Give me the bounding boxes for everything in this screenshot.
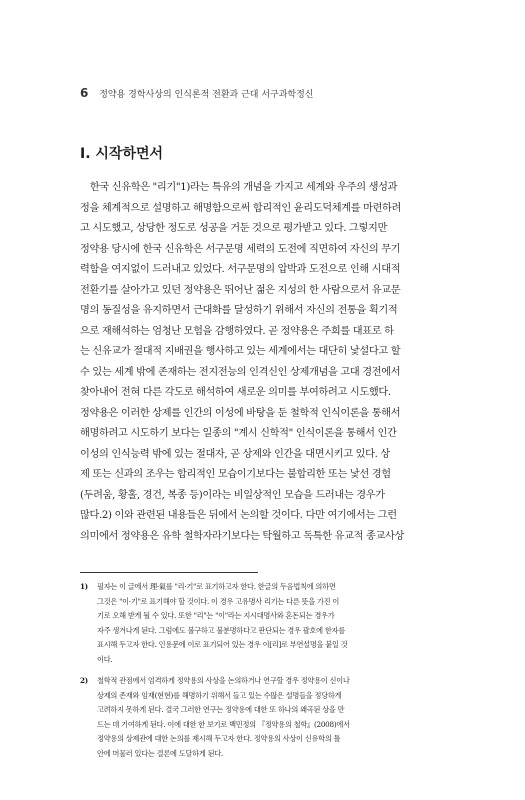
body-line: (두려움, 황홀, 경건, 복종 등)이라는 비일상적인 모습을 드러내는 경우가 bbox=[80, 489, 385, 501]
footnote-line: 그것은 "이·기"로 표기해야 할 것이다. 이 경우 고유명사 리기는 다른 뜻을 가진 이 bbox=[97, 596, 340, 606]
running-title: 정약용 경학사상의 인식론적 전환과 근대 서구과학정신 bbox=[99, 90, 314, 100]
footnote-line: 드는 데 기여하게 된다. 이에 대한 한 보기로 백민정의 『정약용의 철학』(2008)에서 bbox=[97, 719, 350, 729]
body-line: 는 신유교가 절대적 지배권을 행사하고 있는 세계에서는 대단히 낯설다고 할 bbox=[80, 346, 401, 357]
footnote-line: 정약용의 상제관에 대한 논의를 제시해 두고자 한다. 정약용의 사상이 신유학의 틀 bbox=[97, 734, 341, 743]
footnote-line: 고려하지 못하게 된다. 결국 그러한 연구는 정약용에 대한 또 하나의 왜곡된 상을 만 bbox=[97, 705, 345, 714]
body-line: 정약용 당시에 한국 신유학은 서구문명 세력의 도전에 직면하여 자신의 무기 bbox=[80, 243, 401, 255]
body-line: 수 있는 세계 밖에 존재하는 전지전능의 인격신인 상제개념을 고대 경전에서 bbox=[80, 366, 401, 378]
body-line: 전환기를 살아가고 있던 정약용은 뛰어난 젊은 지성의 한 사람으로서 유교문 bbox=[80, 284, 401, 296]
footnote-number: 2) bbox=[80, 676, 88, 685]
page-number: 6 bbox=[80, 86, 89, 100]
footnote-line: 철학적 관점에서 엄격하게 정약용의 사상을 논의하거나 연구할 경우 정약용이 신이나 bbox=[97, 676, 350, 685]
footnote-line: 표시해 두고자 한다. 인용문에 이로 표기되어 있는 경우 이[리]로 부연설명을 붙일 것 bbox=[97, 640, 348, 649]
footnote-line: 이다. bbox=[97, 654, 113, 664]
body-line: 력함을 여지없이 드러내고 있었다. 서구문명의 압박과 도전으로 인해 시대적 bbox=[80, 264, 401, 275]
footnote-line: 안에 머물러 있다는 결론에 도달하게 된다. bbox=[97, 748, 223, 758]
footnote-line: 자주 생겨나게 된다. 그럼에도 불구하고 불분명하다고 판단되는 경우 괄호에 한자를 bbox=[97, 625, 345, 635]
body-line: 이성의 인식능력 밖에 있는 절대자, 곧 상제와 인간을 대면시키고 있다. 상 bbox=[80, 448, 390, 460]
footnote bbox=[80, 674, 460, 761]
footnote bbox=[80, 580, 460, 667]
section-title: Ⅰ. 시작하면서 bbox=[80, 146, 164, 162]
body-line: 많다.2) 이와 관련된 내용들은 뒤에서 논의할 것이다. 다만 여기에서는 그런 bbox=[80, 510, 397, 521]
body-line: 찾아내어 전혀 다른 각도로 해석하여 새로운 의미를 부여하려고 시도했다. bbox=[80, 387, 391, 398]
body-line: 정약용은 이러한 상제를 인간의 이성에 바탕을 둔 철학적 인식이론을 통해서 bbox=[80, 407, 401, 419]
body-line: 고 시도했고, 상당한 정도로 성공을 거둔 것으로 평가받고 있다. 그렇지만 bbox=[80, 223, 388, 234]
body-line: 의미에서 정약용은 유학 철학자라기보다는 탁월하고 독특한 유교적 종교사상 bbox=[80, 530, 404, 542]
body-line: 으로 재해석하는 엄청난 모험을 감행하였다. 곧 정약용은 주희를 대표로 하 bbox=[80, 325, 394, 337]
body-line: 한국 신유학은 "리기"1)라는 특유의 개념을 가지고 세계와 우주의 생성과 bbox=[80, 182, 398, 193]
body-line: 명의 동질성을 유지하면서 근대화를 달성하기 위해서 자신의 전통을 획기적 bbox=[80, 305, 398, 316]
body-line: 해명하려고 시도하기 보다는 일종의 "계시 신학적" 인식이론을 통해서 인간 bbox=[80, 428, 397, 439]
footnotes bbox=[80, 580, 460, 768]
body-line: 정을 체계적으로 설명하고 해명함으로써 합리적인 윤리도덕체계를 마련하려 bbox=[80, 202, 402, 214]
running-header bbox=[80, 86, 314, 100]
body-line: 제 또는 신과의 조우는 합리적인 모습이기보다는 불합리한 또는 낯선 경험 bbox=[80, 469, 391, 480]
footnote-divider bbox=[80, 572, 258, 573]
footnote-number: 1) bbox=[80, 582, 88, 591]
footnote-line: 기로 오해 받게 될 수 있다. 또한 "리"는 "이"라는 지시대명사와 혼돈되는 경우가 bbox=[97, 611, 335, 620]
body-paragraph bbox=[80, 178, 460, 547]
footnote-line: 필자는 이 글에서 理·氣를 "리·기"로 표기하고자 한다. 한글의 두음법칙에 의하면 bbox=[97, 582, 336, 591]
footnote-line: 상제의 존재와 임재(현현)를 해명하기 위해서 들고 있는 수많은 설명들을 정당하게 bbox=[97, 690, 342, 700]
